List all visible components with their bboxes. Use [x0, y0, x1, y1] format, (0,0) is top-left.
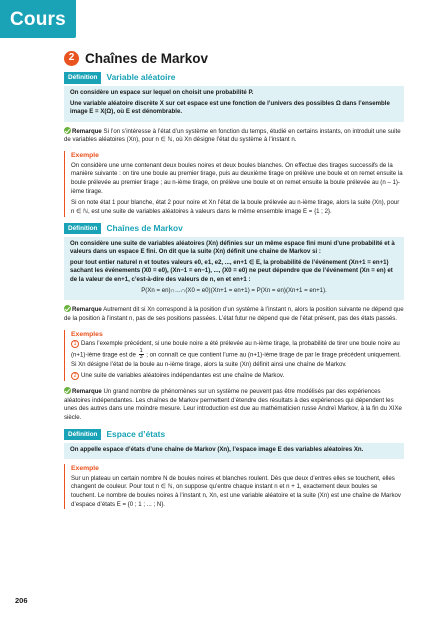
- remark-tag: Remarque: [72, 127, 102, 135]
- definition-text: Une variable aléatoire discrète X sur cet espace est une fonction de l’univers des possibles Ω dans l’ensemble image E = X(Ω), où E est dénombrable.: [70, 99, 390, 116]
- definition-box: [64, 237, 404, 301]
- cours-banner: [0, 0, 76, 38]
- definition-text: On considère un espace sur lequel on choisit une probabilité P.: [70, 88, 254, 96]
- section-header: [64, 49, 208, 68]
- definition-header: [64, 429, 404, 441]
- section-title: Chaînes de Markov: [85, 51, 209, 66]
- definition-text: On considère une suite de variables aléatoires (Xn) définies sur un même espace fini muni d’une probabilité et à valeurs dans un espace E fini. On dit que la suite (Xn) définit une chaîne de Markov si :: [70, 239, 395, 256]
- remark-tag: Remarque: [72, 388, 102, 396]
- remark-text: Si l’on s’intéresse à l’état d’un système en fonction du temps, étudié en certains instants, on introduit une suite de variables aléatoires (Xn), pour n ∈ ℕ, où Xn désigne l’état du système à l’instant n.: [64, 127, 401, 144]
- banner-label: Cours: [10, 9, 66, 30]
- check-icon: [64, 305, 71, 312]
- fraction-numerator: 1: [139, 347, 143, 354]
- remark: [64, 127, 404, 145]
- definition-text: On appelle espace d’états d’une chaîne de Markov (Xn), l’espace image E des variables aléatoires Xn.: [70, 445, 364, 453]
- item-number: 1: [71, 340, 79, 348]
- remark: [64, 305, 404, 323]
- definition-header: [64, 72, 404, 84]
- remark: [64, 387, 404, 423]
- definition-title: Espace d’états: [106, 428, 166, 439]
- example-text: Si on note état 1 pour blanche, état 2 pour noire et Xn l’état de la boule prélevée au n-ième tirage, alors la suite (Xn), pour n ∈ ℕ, est une suite de variables aléatoires à valeurs dans le même ensemble image E = {1 ; 2}.: [71, 199, 400, 215]
- main-content: [64, 72, 404, 515]
- markov-formula: P(Xn = en)∩…∩(X0 = e0)(Xn+1 = en+1) = P(Xn = en)(Xn+1 = en+1).: [141, 286, 327, 294]
- remark-text: Autrement dit si Xn correspond à la position d’un système à l’instant n, alors la position suivante ne dépend que de la position à l’instant n, pas de ses positions passées. L’état futur ne dépend que de l’état présent, pas des états passés.: [64, 306, 404, 323]
- example-text: Dans l’exemple précédent, si une boule noire a été prélevée au n-ième tirage, la probabilité de tirer une boule noire au (n+1)-ième tirage est de: [71, 340, 400, 359]
- fraction-denominator: 3: [139, 354, 143, 361]
- definition-tag: Définition: [64, 429, 101, 440]
- fraction: [139, 349, 144, 361]
- definition-tag: Définition: [64, 72, 101, 83]
- example-block: [64, 464, 404, 509]
- definition-header: [64, 223, 404, 235]
- example-text: Une suite de variables aléatoires indépendantes est une chaîne de Markov.: [81, 372, 285, 380]
- example-block: [64, 330, 404, 381]
- example-text: On considère une urne contenant deux boules noires et deux boules blanches. On effectue des tirages successifs de la manière suivante : on tire une boule au premier tirage, puis au deuxième tirage on prélève une boule et on remet ensuite la boule prélevée au premier tirage ; au n-ième tirage, on prélève une boule et on remet ensuite la boule prélevée au (n – 1)-ième tirage.: [71, 161, 403, 195]
- example-text: ; on connaît ce que contient l’urne au (n+1)-ième tirage de par le tirage précédent uniquement. Si Xn désigne l’état de la boule au n-ième tirage, alors la suite (Xn) définit ainsi une chaîne de Markov.: [71, 351, 401, 368]
- check-icon: [64, 387, 71, 394]
- definition-box: [64, 86, 404, 122]
- example-title: Exemple: [71, 152, 99, 160]
- item-number: 2: [71, 372, 79, 380]
- definition-title: Variable aléatoire: [106, 72, 176, 82]
- section-number: 2: [64, 51, 79, 66]
- page-number: 206: [15, 596, 28, 605]
- example-item: [71, 340, 404, 369]
- example-title: Exemples: [71, 330, 103, 338]
- remark-text: Un grand nombre de phénomènes sur un système ne peuvent pas être modélisés par des expériences aléatoires indépendantes. Les chaînes de Markov permettent d’étendre des résultats à des expériences qui dépendent les unes des autres dans une moindre mesure. Leur introduction est due au mathématicien russe Andreï Markov, à la fin du XIXe siècle.: [64, 388, 402, 421]
- definition-text: pour tout entier naturel n et toutes valeurs e0, e1, e2, ..., en+1 ∈ E, la probabilité de l’événement (Xn+1 = en+1) sachant les événements (X0 = e0), (Xn−1 = en−1), ..., (X0 = e0) ne peut dépendre que de l’événement (Xn = en) et de la valeur de en+1, c’est-à-dire des valeurs de n, en et en+1 :: [70, 258, 393, 284]
- check-icon: [64, 127, 71, 134]
- example-title: Exemple: [71, 465, 99, 473]
- definition-box: [64, 443, 404, 460]
- remark-tag: Remarque: [72, 306, 102, 314]
- definition-tag: Définition: [64, 223, 101, 234]
- example-block: [64, 151, 404, 216]
- example-item: [71, 372, 404, 381]
- example-text: Sur un plateau un certain nombre N de boules noires et blanches roulent. Dès que deux d’entres elles se touchent, elles changent de couleur. Pour tout n ∈ ℕ, on suppose qu’entre chaque instant n et n + 1, exactement deux boules se touchent. Le nombre de boules noires à l’instant n, Xn, est une variable aléatoire et la suite (Xn) est une chaîne de Markov d’espace d’états E = {0 ; 1 ; ... ; N}.: [71, 474, 401, 508]
- definition-title: Chaînes de Markov: [106, 222, 183, 233]
